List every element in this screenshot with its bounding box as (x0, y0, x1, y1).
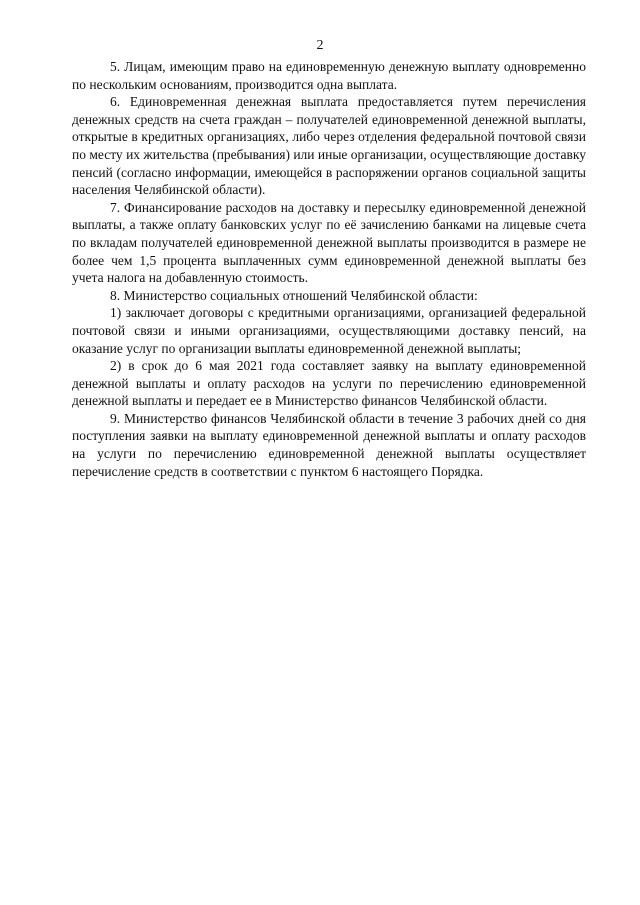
paragraph-8: 8. Министерство социальных отношений Челябинской области: (110, 287, 478, 303)
page-number: 2 (316, 38, 324, 53)
paragraph-8-item-1: 1) заключает договоры с кредитными организациями, организацией федеральной почтовой связи и иными организациями, осуществляющими доставку пенсий, на оказание услуг по организации выплаты единовременной денежной выплаты; (72, 305, 586, 356)
paragraph-9: 9. Министерство финансов Челябинской области в течение 3 рабочих дней со дня поступления заявки на выплату единовременной денежной выплаты и оплату расходов на услуги по перечислению единовременной денежной выплаты осуществляет перечисление средств в соответствии с пунктом 6 настоящего Порядка. (72, 410, 586, 479)
document-body (72, 58, 586, 480)
paragraph-5: 5. Лицам, имеющим право на единовременную денежную выплату одновременно по нескольким основаниям, производится одна выплата. (72, 59, 586, 92)
paragraph-7: 7. Финансирование расходов на доставку и пересылку единовременной денежной выплаты, а также оплату банковских услуг по её зачислению банками на лицевые счета по вкладам получателей единовременной денежной выплаты производится в размере не более чем 1,5 процента выплаченных сумм единовременной денежной выплаты без учета налога на добавленную стоимость. (72, 199, 586, 286)
paragraph-6: 6. Единовременная денежная выплата предоставляется путем перечисления денежных средств на счета граждан – получателей единовременной денежной выплаты, открытые в кредитных организациях, либо через отделения федеральной почтовой связи по месту их жительства (пребывания) или иные организации, осуществляющие доставку пенсий (согласно информации, имеющейся в распоряжении органов социальной защиты населения Челябинской области). (72, 94, 586, 198)
paragraph-8-item-2: 2) в срок до 6 мая 2021 года составляет заявку на выплату единовременной денежной выплаты и оплату расходов на услуги по перечислению единовременной денежной выплаты и передает ее в Министерство финансов Челябинской области. (72, 358, 586, 409)
